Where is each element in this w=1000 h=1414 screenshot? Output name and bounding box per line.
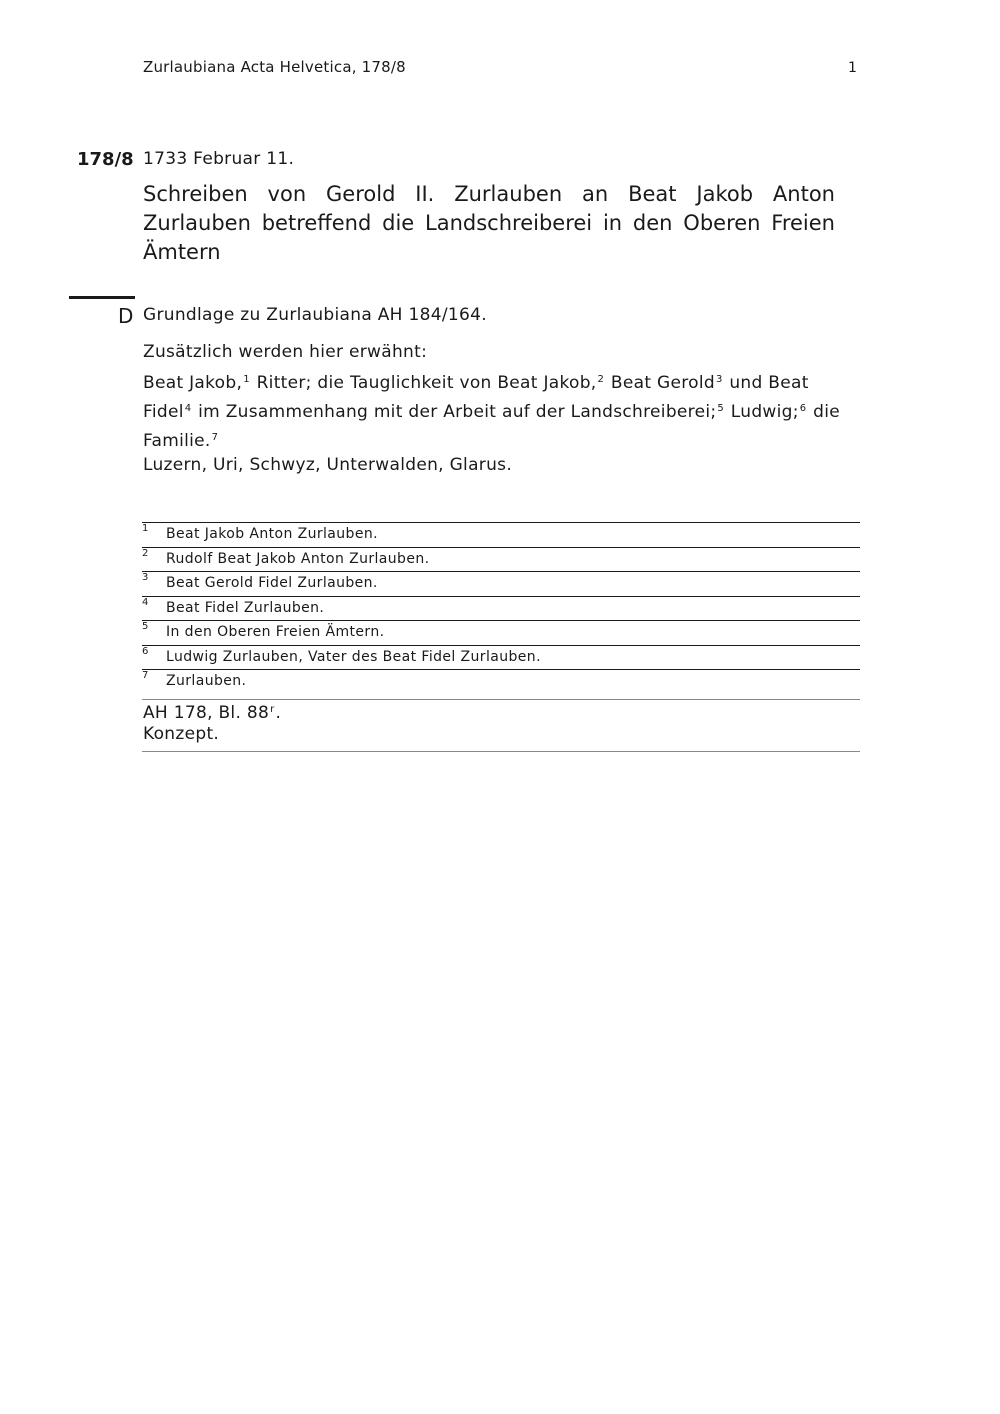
- footnote-mark: 3: [142, 572, 149, 583]
- footnote-mark: 2: [142, 547, 149, 559]
- footnote: [142, 645, 860, 670]
- mention-text: im Zusammenhang mit der Arbeit auf der Landschreiberei;: [192, 402, 717, 422]
- footnote-ref[interactable]: 3: [715, 374, 723, 385]
- footnotes-end-rule: [142, 699, 860, 700]
- footnote-ref[interactable]: 2: [597, 374, 605, 385]
- mentions-text: [143, 369, 858, 456]
- source-reference-text: AH 178, Bl. 88: [143, 703, 270, 723]
- places-line: Luzern, Uri, Schwyz, Unterwalden, Glarus.: [143, 455, 513, 475]
- source-reference: [143, 703, 281, 724]
- folio-side: r: [270, 704, 275, 715]
- footnote-ref[interactable]: 5: [717, 403, 725, 414]
- footnote-mark: 6: [142, 645, 149, 657]
- mention-text: und Beat Fidel: [143, 373, 809, 422]
- footnote-ref[interactable]: 7: [211, 432, 219, 443]
- document-title: Schreiben von Gerold II. Zurlauben an Beat Jakob Anton Zurlauben betreffend die Landschreiberei in den Oberen Freien Ämtern: [143, 182, 835, 264]
- footnote: [142, 522, 860, 547]
- footnote-mark: 4: [142, 596, 149, 608]
- basis-line: Grundlage zu Zurlaubiana AH 184/164.: [143, 305, 487, 325]
- mention-text: Ludwig;: [725, 402, 799, 422]
- footnote-mark: 7: [142, 670, 149, 681]
- source-reference-end: .: [275, 703, 282, 723]
- document-number: 178/8: [77, 149, 134, 170]
- mention-text: Beat Jakob,: [143, 373, 243, 393]
- footnote-ref[interactable]: 4: [184, 403, 192, 414]
- section-marker-rule: [69, 296, 135, 299]
- footnote-ref[interactable]: 6: [799, 403, 807, 414]
- mention-text: Beat Gerold: [605, 373, 715, 393]
- footnote: [142, 669, 860, 694]
- mention-text: Ritter; die Tauglichkeit von Beat Jakob,: [250, 373, 597, 393]
- source-block: [143, 703, 281, 745]
- footnote: [142, 620, 860, 645]
- source-type: Konzept.: [143, 724, 220, 744]
- page-number: 1: [848, 60, 857, 76]
- footnote-text: Beat Gerold Fidel Zurlauben.: [166, 575, 378, 591]
- footnote: [142, 547, 860, 572]
- footnote: [142, 596, 860, 621]
- footnote-mark: 5: [142, 621, 149, 632]
- running-head: Zurlaubiana Acta Helvetica, 178/8: [143, 58, 406, 76]
- section-marker: D: [118, 304, 134, 328]
- footnote-text: Beat Fidel Zurlauben.: [166, 599, 325, 616]
- footnote-text: In den Oberen Freien Ämtern.: [166, 624, 385, 640]
- footnote-list: [142, 522, 860, 694]
- footnote-text: Beat Jakob Anton Zurlauben.: [166, 526, 378, 542]
- footnote: [142, 571, 860, 596]
- mentions-intro: Zusätzlich werden hier erwähnt:: [143, 342, 428, 362]
- source-end-rule: [142, 751, 860, 752]
- footnote-text: Rudolf Beat Jakob Anton Zurlauben.: [166, 550, 430, 567]
- footnote-mark: 1: [142, 523, 149, 534]
- footnote-text: Ludwig Zurlauben, Vater des Beat Fidel Zurlauben.: [166, 648, 541, 665]
- mention-text: die Familie.: [143, 402, 841, 451]
- footnote-ref[interactable]: 1: [243, 374, 250, 385]
- footnote-text: Zurlauben.: [166, 673, 247, 689]
- document-date: 1733 Februar 11.: [143, 149, 295, 169]
